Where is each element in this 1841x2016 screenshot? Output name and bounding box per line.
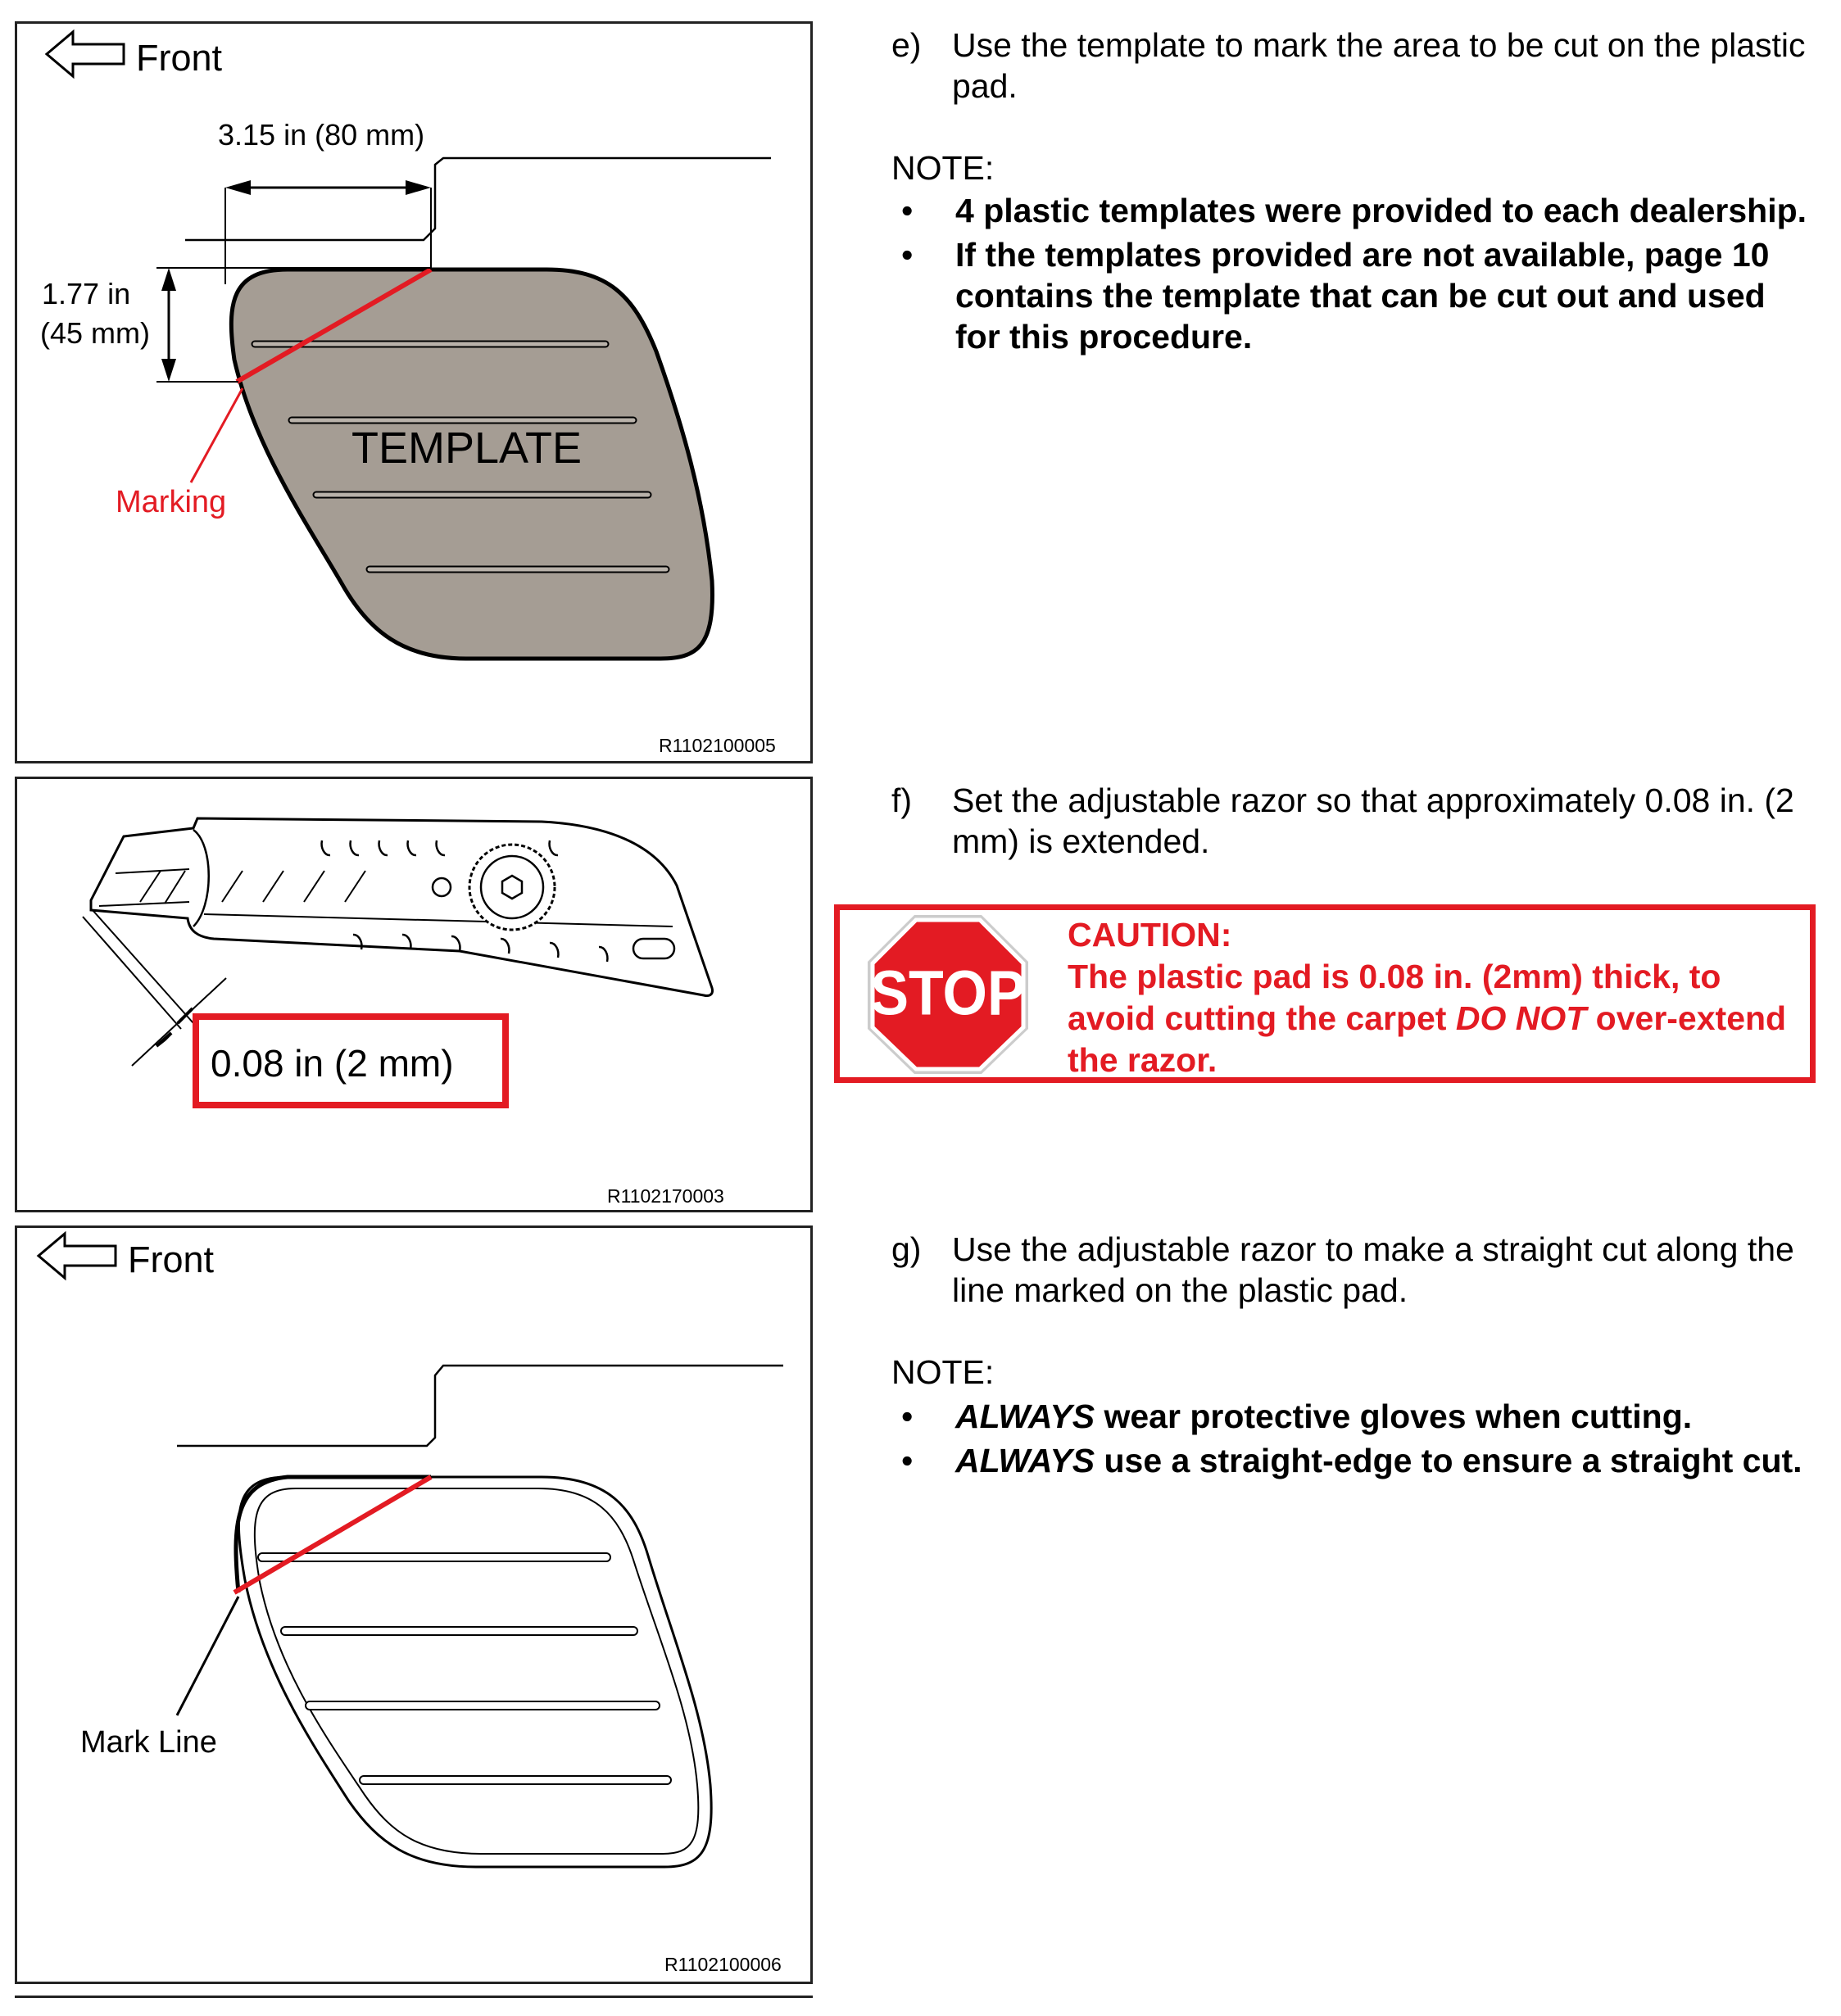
step-e-note-list [891,190,1809,360]
bullet-emphasis: ALWAYS [955,1442,1095,1479]
caution-text [1068,914,1805,1081]
front-arrow-icon [39,1234,116,1278]
bullet-text: If the templates provided are not available, page 10 contains the template that can be cut out and used for this procedure. [955,236,1770,356]
stop-sign-text: STOP [870,957,1026,1029]
razor-illustration [17,779,815,1215]
extension-label: 0.08 in (2 mm) [211,1042,454,1085]
front-label: Front [128,1239,215,1280]
cut-illustration [17,1228,815,1987]
caution-body: The plastic pad is 0.08 in. (2mm) thick, to avoid cutting the carpet DO NOT over-extend the razor. [1068,958,1787,1079]
figure-razor-setting [15,777,813,1212]
caution-emphasis: DO NOT [1455,999,1587,1037]
bullet-icon: • [901,192,914,229]
step-e-text: Use the template to mark the area to be cut on the plastic pad. [952,26,1806,105]
adjustment-wheel-icon [469,845,555,930]
bullet-text: wear protective gloves when cutting. [1095,1398,1693,1435]
figure-code: R1102100005 [659,735,776,756]
bullet-icon: • [901,236,914,274]
step-e-note-heading: NOTE: [891,149,995,187]
step-g-note-heading: NOTE: [891,1353,995,1391]
bullet-icon: • [901,1442,914,1479]
bullet-text: use a straight-edge to ensure a straight cut. [1095,1442,1802,1479]
height-dimension-label-line1: 1.77 in [42,277,131,310]
step-e-label: e) [891,26,922,64]
bullet-emphasis: ALWAYS [955,1398,1095,1435]
template-illustration [17,24,815,766]
step-f-text: Set the adjustable razor so that approximately 0.08 in. (2 mm) is extended. [952,781,1794,860]
mark-line-label: Mark Line [80,1725,217,1760]
bullet-text: 4 plastic templates were provided to each dealership. [955,192,1807,229]
figure-cut-line [15,1225,813,1984]
figure-code: R1102100006 [664,1954,782,1975]
step-g-label: g) [891,1230,922,1268]
figure-template-marking [15,21,813,763]
caution-box [834,904,1816,1083]
reference-edge-line [177,1366,783,1446]
height-dimension-label-line2: (45 mm) [40,316,150,350]
list-item [891,234,1809,357]
plastic-pad-outline [238,1477,711,1867]
bottom-divider [15,1996,813,1998]
width-dimension-label: 3.15 in (80 mm) [218,118,425,152]
bullet-icon: • [901,1398,914,1435]
front-label: Front [136,37,223,79]
stop-sign-icon [866,912,1030,1076]
step-f-label: f) [891,781,913,819]
caution-heading: CAUTION: [1068,916,1232,954]
template-label: TEMPLATE [351,424,583,473]
list-item [891,1440,1809,1481]
marking-leader [191,388,243,482]
list-item [891,190,1809,231]
list-item [891,1396,1809,1437]
razor-body [91,818,713,996]
step-g-text: Use the adjustable razor to make a straight cut along the line marked on the plastic pad. [952,1230,1794,1309]
front-arrow-icon [47,32,124,76]
marking-label: Marking [116,485,227,519]
figure-code: R1102170003 [607,1185,724,1207]
reference-edge-line [185,158,771,240]
mark-line-leader [177,1597,238,1715]
step-g-note-list [891,1396,1809,1484]
mark-line [234,1477,431,1592]
